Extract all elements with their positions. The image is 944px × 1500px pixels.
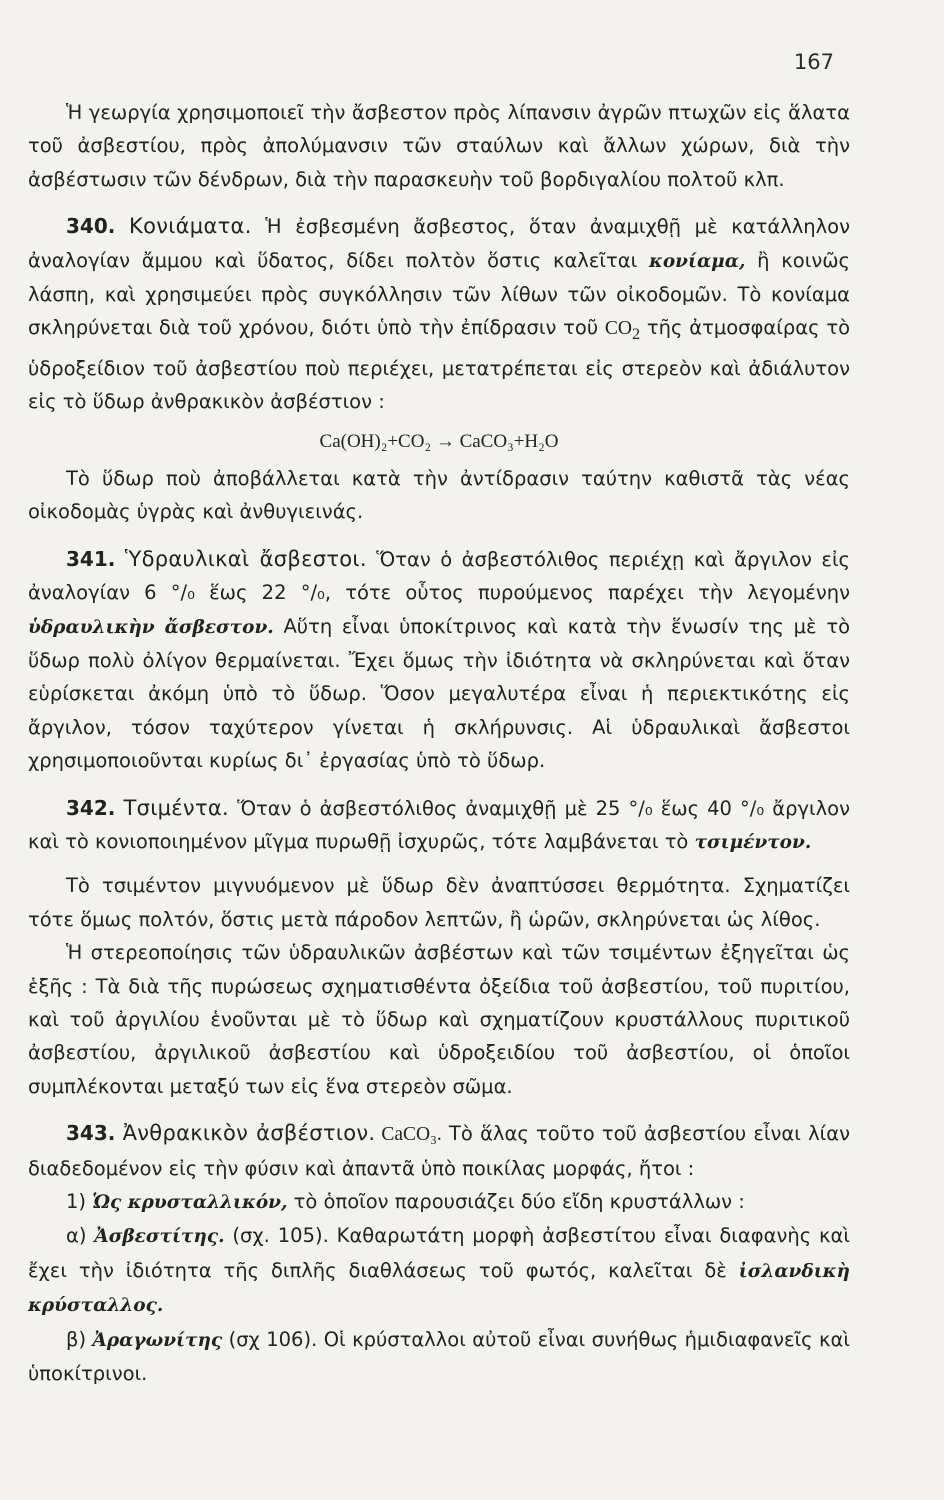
section-text: τῆς ἀτμοσφαίρας τὸ ὑδροξείδιον τοῦ ἀσβεστίου ποὺ περιέχει, μετατρέπεται εἰς στερεὸν καὶ ἀδιάλυτον εἰς τὸ ὕδωρ ἀνθρακικὸν ἀσβέστιον : — [28, 316, 850, 414]
term-aragonite: Ἀραγωνίτης — [92, 1329, 223, 1351]
paragraph-water: Τὸ ὕδωρ ποὺ ἀποβάλλεται κατὰ τὴν ἀντίδρασιν ταύτην καθιστᾶ τὰς νέας οἰκοδομὰς ὑγρὰς καὶ ἀνθυγιεινάς. — [28, 466, 850, 524]
section-number: 341. — [66, 546, 116, 571]
term-cement: τσιμέντον. — [694, 832, 812, 854]
chemical-equation: Ca(OH)₂+CO₂ → CaCO₃+H₂O — [319, 430, 559, 452]
formula-co2: $CO_2$ — [604, 318, 641, 344]
list-item-crystalline: 1) Ὡς κρυσταλλικόν, τὸ ὁποῖον παρουσιάζει δύο εἴδη κρυστάλλων : — [66, 1190, 745, 1214]
term-hydraulic-lime: ὑδραυλικὴν ἄσβεστον. — [28, 616, 274, 638]
page-body — [28, 96, 850, 1391]
paragraph-solidification: Ἡ στερεοποίησις τῶν ὑδραυλικῶν ἀσβέστων καὶ τῶν τσιμέντων ἐξηγεῖται ὡς ἑξῆς : Τὰ διὰ τῆς πυρώσεως σχηματισθέντα ὀξείδια τοῦ ἀσβεστίου, τοῦ πυριτίου, καὶ τοῦ ἀργιλίου ἑνοῦνται μὲ τὸ ὕδωρ καὶ σχηματίζουν κρυστάλλους πυριτικοῦ ἀσβεστίου, ἀργιλικοῦ ἀσβεστίου καὶ ὑδροξειδίου τοῦ ἀσβεστίου, οἱ ὁποῖοι συμπλέκονται μεταξύ των εἰς ἕνα στερεὸν σῶμα. — [28, 941, 850, 1098]
section-342 — [28, 792, 850, 860]
section-341 — [28, 543, 850, 778]
section-title: Κονιάματα. — [129, 214, 252, 239]
list-item-calcite: α) Ἀσβεστίτης. (σχ. 105). Καθαρωτάτη μορφὴ ἀσβεστίτου εἶναι διαφανὴς καὶ ἔχει τὴν ἰδιότητα τῆς διπλῆς διαθλάσεως τοῦ φωτός, καλεῖται δὲ ἰσλανδικὴ κρύσταλλος. — [28, 1224, 850, 1317]
term-calcite: Ἀσβεστίτης. — [94, 1226, 225, 1248]
section-text: ἢ κοινῶς λάσπη, καὶ χρησιμεύει πρὸς συγκόλλησιν τῶν λίθων τῶν οἰκοδομῶν. Τὸ κονίαμα σκληρύνεται διὰ τοῦ χρόνου, διότι ὑπὸ τὴν ἐπίδρασιν τοῦ — [28, 248, 850, 340]
section-340 — [28, 210, 850, 418]
page-number: 167 — [793, 50, 834, 74]
section-text: Ἡ ἐσβεσμένη ἄσβεστος, ὅταν ἀναμιχθῇ μὲ κατάλληλον ἀναλογίαν ἄμμου καὶ ὕδατος, δίδει πολτὸν ὅστις καλεῖται — [28, 215, 850, 272]
section-text: Ὅταν ὁ ἀσβεστόλιθος ἀναμιχθῇ μὲ 25 °/₀ ἕως 40 °/₀ ἄργιλον καὶ τὸ κονιοποιημένον μῖγμα πυρωθῇ ἰσχυρῶς, τότε λαμβάνεται τὸ — [28, 796, 850, 854]
section-title: Ἀνθρακικὸν ἀσβέστιον. — [122, 1121, 376, 1146]
section-title: Ὑδραυλικαὶ ἄσβεστοι. — [124, 546, 367, 571]
section-number: 340. — [66, 214, 116, 239]
term-crystalline: Ὡς κρυσταλλικόν, — [92, 1192, 288, 1214]
section-text: Τὸ ἅλας τοῦτο τοῦ ἀσβεστίου εἶναι λίαν διαδεδομένον εἰς τὴν φύσιν καὶ ἀπαντᾶ ὑπὸ ποικίλας μορφάς, ἤτοι : — [28, 1122, 851, 1180]
paragraph-cement: Τὸ τσιμέντον μιγνυόμενον μὲ ὕδωρ δὲν ἀναπτύσσει θερμότητα. Σχηματίζει τότε ὅμως πολτόν, ὅστις μετὰ πάροδον λεπτῶν, ἢ ὡρῶν, σκληρύνεται ὡς λίθος. — [28, 874, 850, 931]
section-343 — [28, 1117, 850, 1185]
term-koniama: κονίαμα, — [648, 250, 746, 272]
section-text: Αὕτη εἶναι ὑποκίτρινος καὶ κατὰ τὴν ἕνωσίν της μὲ τὸ ὕδωρ πολὺ ὀλίγον θερμαίνεται. Ἔχει ὅμως τὴν ἰδιότητα νὰ σκληρύνεται καὶ ὅταν εὑρίσκεται ἀκόμη ὑπὸ τὸ ὕδωρ. Ὅσον μεγαλυτέρα εἶναι ἡ περιεκτικότης εἰς ἄργιλον, τόσον ταχύτερον γίνεται ἡ σκλήρυνσις. Αἱ ὑδραυλικαὶ ἄσβεστοι χρησιμοποιοῦνται κυρίως δι᾽ ἐργασίας ὑπὸ τὸ ὕδωρ. — [28, 614, 850, 773]
term-iceland-spar: ἰσλανδικὴ κρύσταλλος. — [28, 1260, 850, 1317]
intro-paragraph: Ἡ γεωργία χρησιμοποιεῖ τὴν ἄσβεστον πρὸς λίπανσιν ἀγρῶν πτωχῶν εἰς ἅλατα τοῦ ἀσβεστίου, πρὸς ἀπολύμανσιν τῶν σταύλων καὶ ἄλλων χώρων, διὰ τὴν ἀσβέστωσιν τῶν δένδρων, διὰ τὴν παρασκευὴν τοῦ βορδιγαλίου πολτοῦ κλπ. — [28, 101, 850, 191]
section-text: Ὅταν ὁ ἀσβεστόλιθος περιέχῃ καὶ ἄργιλον εἰς ἀναλογίαν 6 °/₀ ἕως 22 °/₀, τότε οὗτος πυρούμενος παρέχει τὴν λεγομένην — [28, 547, 850, 605]
section-number: 343. — [66, 1121, 116, 1146]
section-number: 342. — [66, 795, 116, 820]
list-item-aragonite: β) Ἀραγωνίτης (σχ 106). Οἱ κρύσταλλοι αὐτοῦ εἶναι συνήθως ἡμιδιαφανεῖς καὶ ὑποκίτρινοι. — [28, 1327, 850, 1386]
formula-caco3: CaCO₃. — [375, 1124, 442, 1146]
section-title: Τσιμέντα. — [123, 795, 229, 820]
